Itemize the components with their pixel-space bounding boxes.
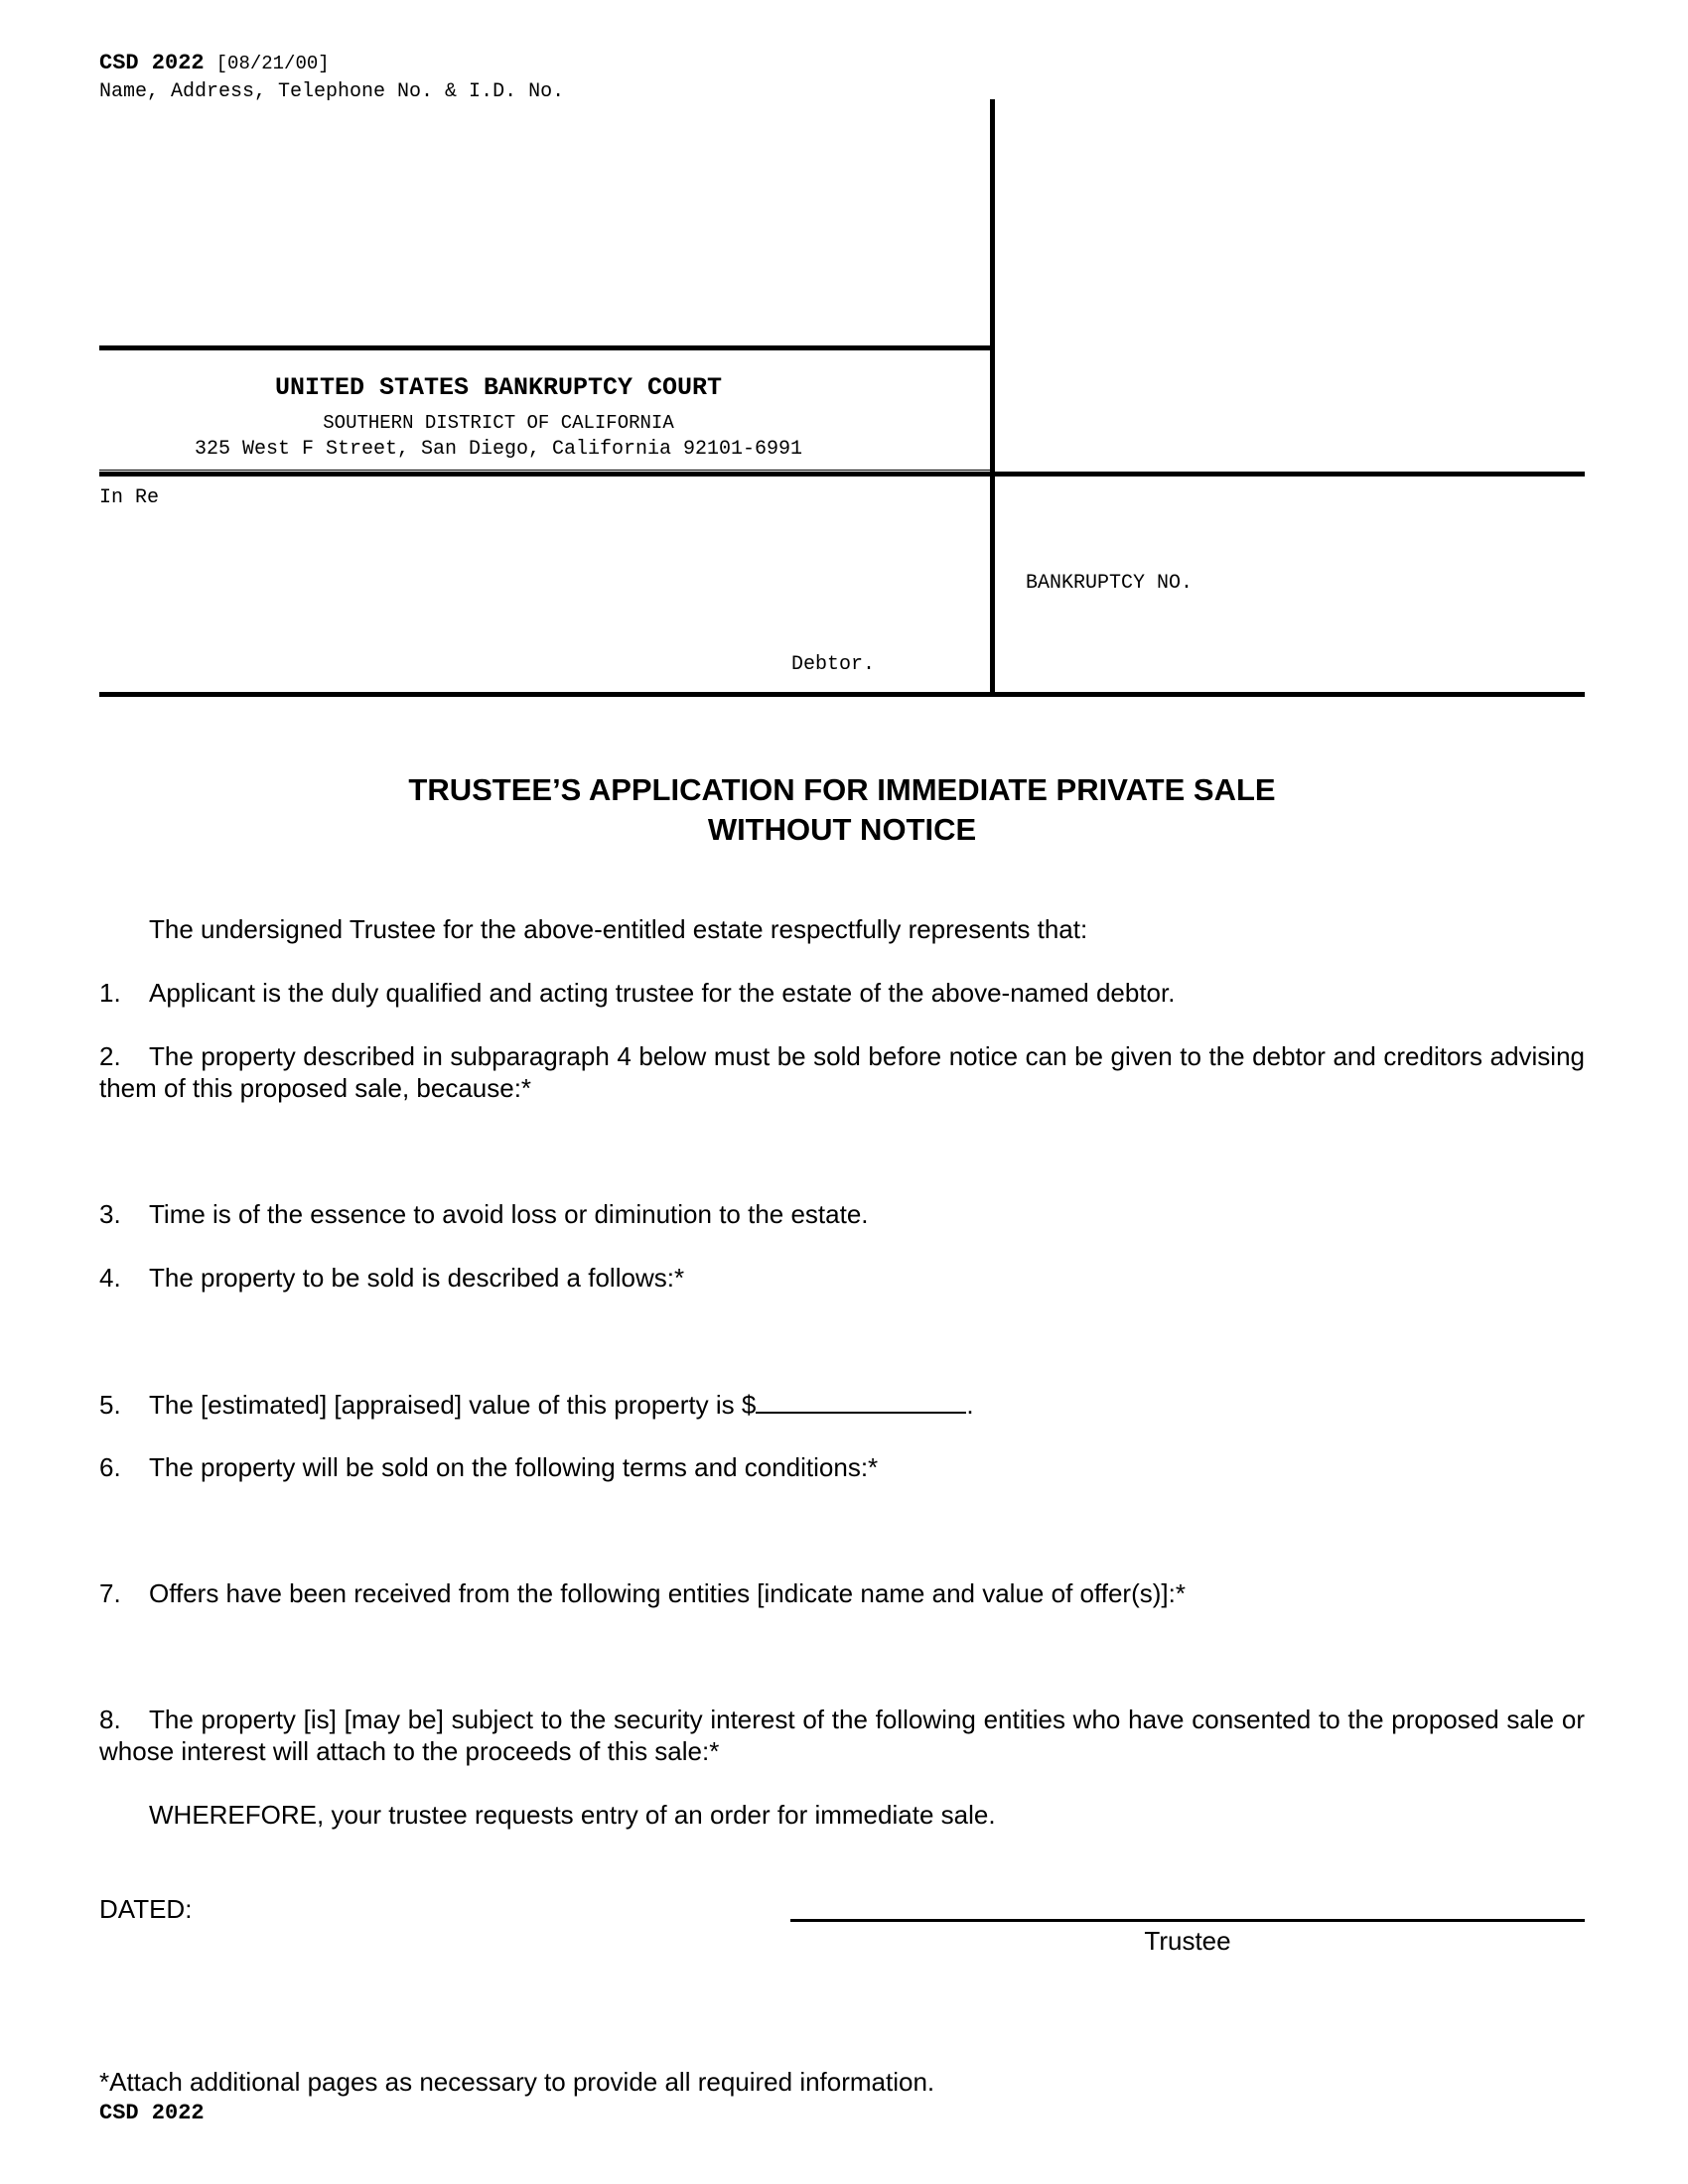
item-suffix: .: [966, 1390, 974, 1420]
court-thin-rule: [99, 470, 990, 471]
item-3: [99, 1198, 1585, 1230]
contact-label: Name, Address, Telephone No. & I.D. No.: [99, 80, 565, 103]
item-text: The property to be sold is described a follows:*: [149, 1263, 685, 1293]
item-number: 6.: [99, 1452, 121, 1482]
item-number: 1.: [99, 978, 121, 1008]
wherefore-text: WHEREFORE, your trustee requests entry of an order for immediate sale.: [149, 1800, 996, 1830]
item-number: 7.: [99, 1578, 121, 1608]
item-2: [99, 1040, 1585, 1104]
caption-vertical-rule: [990, 99, 995, 695]
court-name: UNITED STATES BANKRUPTCY COURT: [274, 373, 723, 402]
item-6: [99, 1451, 1585, 1483]
item-text: Time is of the essence to avoid loss or diminution to the estate.: [149, 1199, 869, 1229]
item-text: Offers have been received from the following entities [indicate name and value of offer(s)]:*: [149, 1578, 1186, 1608]
item-7: [99, 1577, 1585, 1609]
footer-note: *Attach additional pages as necessary to provide all required information.: [99, 2067, 935, 2097]
item-text: The property described in subparagraph 4 below must be sold before notice can be given to the debtor and creditors advising them of this proposed sale, because:*: [99, 1041, 1585, 1103]
trustee-label: Trustee: [1144, 1926, 1231, 1956]
document-title: [99, 770, 1585, 850]
item-text: The property will be sold on the following terms and conditions:*: [149, 1452, 879, 1482]
form-code: CSD 2022: [99, 51, 205, 75]
item-number: 4.: [99, 1263, 121, 1293]
caption-bottom-rule: [99, 692, 1585, 697]
item-number: 5.: [99, 1390, 121, 1420]
bankruptcy-no-label: BANKRUPTCY NO.: [1026, 572, 1194, 595]
signature-line[interactable]: [790, 1919, 1585, 1922]
intro-paragraph: [99, 913, 1585, 945]
dated-label: DATED:: [99, 1894, 193, 1924]
item-text: Applicant is the duly qualified and acting trustee for the estate of the above-named debtor.: [149, 978, 1176, 1008]
title-line-2: WITHOUT NOTICE: [707, 812, 977, 847]
form-header: [99, 52, 330, 76]
form-date: [08/21/00]: [215, 53, 330, 74]
debtor-label: Debtor.: [791, 653, 876, 676]
item-number: 8.: [99, 1705, 121, 1734]
item-number: 3.: [99, 1199, 121, 1229]
intro-text: The undersigned Trustee for the above-entitled estate respectfully represents that:: [149, 914, 1088, 944]
item-text: The [estimated] [appraised] value of this property is $: [149, 1390, 757, 1420]
wherefore-paragraph: [99, 1799, 1585, 1831]
item-1: [99, 977, 1585, 1009]
value-blank-line[interactable]: [756, 1388, 966, 1414]
item-number: 2.: [99, 1041, 121, 1071]
caption-middle-rule: [99, 472, 1585, 477]
in-re-label: In Re: [99, 486, 160, 509]
item-8: [99, 1704, 1585, 1767]
court-district: SOUTHERN DISTRICT OF CALIFORNIA: [323, 412, 674, 434]
footer-form-code: CSD 2022: [99, 2101, 205, 2125]
court-top-rule: [99, 345, 995, 350]
title-line-1: TRUSTEE’S APPLICATION FOR IMMEDIATE PRIVATE SALE: [408, 772, 1276, 807]
item-4: [99, 1262, 1585, 1294]
item-text: The property [is] [may be] subject to the security interest of the following entities who have consented to the proposed sale or whose interest will attach to the proceeds of this sale:*: [99, 1705, 1585, 1766]
item-5: [99, 1388, 1585, 1421]
court-address: 325 West F Street, San Diego, California 92101-6991: [194, 438, 803, 461]
